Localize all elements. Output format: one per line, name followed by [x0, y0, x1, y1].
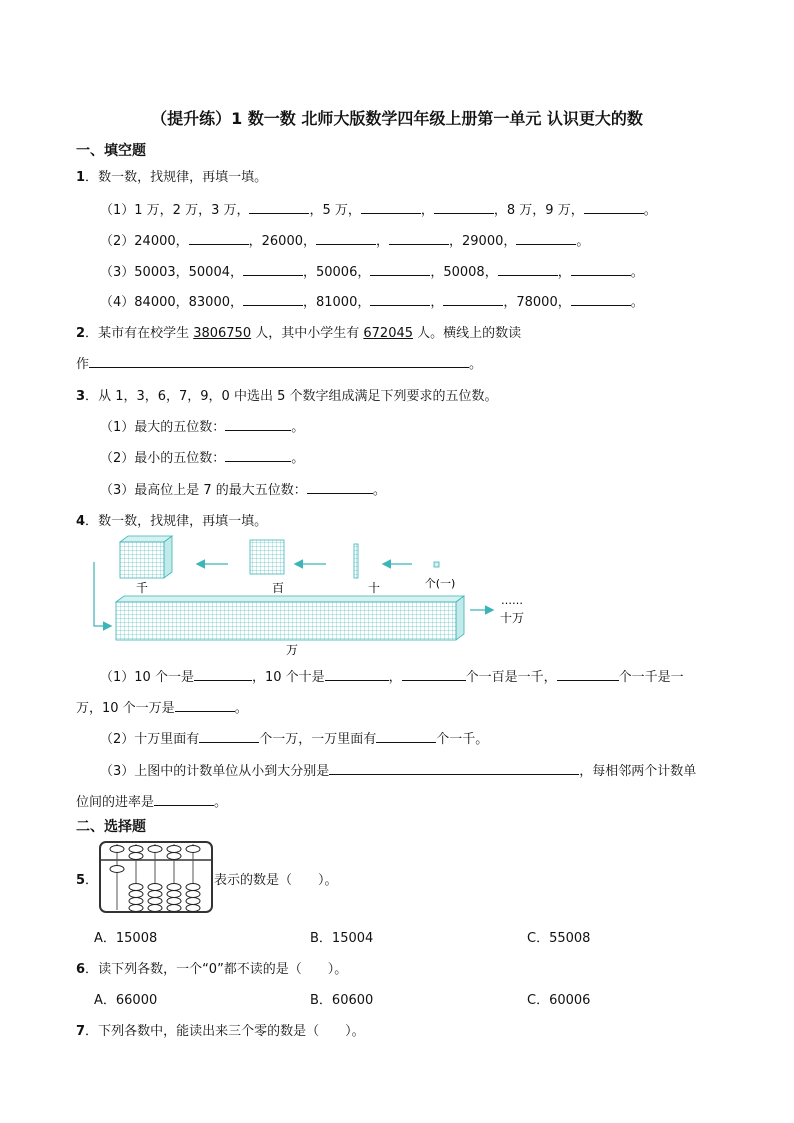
row-text: ，29000， — [449, 234, 517, 249]
question-number: 5 — [76, 873, 86, 888]
row-text: ，50008， — [430, 265, 498, 280]
sub-question-text: （2）最小的五位数： — [100, 451, 226, 466]
page-title: （提升练）1 数一数 北师大版数学四年级上册第一单元 认识更大的数 — [151, 109, 643, 128]
question-text: 读下列各数，一个“0”都不读的是（ ）。 — [98, 962, 348, 977]
section-heading-fill-blank: 一、填空题 — [76, 143, 146, 159]
question-1-row-2 — [100, 230, 589, 249]
sub-question-text: 个一百是一千， — [465, 670, 557, 685]
label-wan: 万 — [285, 643, 299, 657]
label-bai: 百 — [271, 581, 285, 595]
question-text: 从 1，3，6，7，9，0 中选出 5 个数字组成满足下列要求的五位数。 — [98, 389, 498, 404]
sub-question-text: 万，10 个一万是 — [76, 701, 175, 716]
ten-rod — [354, 544, 358, 578]
question-1-row-3 — [100, 261, 644, 280]
question-5-text: 表示的数是（ ）。 — [214, 873, 338, 888]
answer-blank[interactable] — [434, 201, 494, 214]
question-text: 数一数，找规律，再填一填。 — [98, 514, 268, 529]
question-5-option-b[interactable]: B．15004 — [310, 931, 374, 946]
label-qian: 千 — [135, 581, 149, 595]
underlined-number: 3806750 — [193, 326, 252, 341]
label-dots: …… — [501, 594, 523, 607]
question-text: 人。横线上的数读 — [413, 326, 522, 341]
sub-question-text: 。 — [291, 451, 305, 466]
question-4-sub-3-line-1 — [100, 760, 696, 779]
question-2-line-1 — [76, 322, 521, 341]
question-dot: ． — [85, 514, 99, 529]
question-1-row-4 — [100, 291, 644, 310]
row-text: ，81000， — [302, 295, 371, 310]
sub-question-text: ，10 个十是 — [251, 670, 325, 685]
sub-question-text: 位间的进率是 — [76, 795, 155, 810]
answer-blank[interactable] — [571, 263, 631, 276]
row-text: （3）50003，50004， — [100, 265, 243, 280]
row-text: ，78000， — [503, 295, 571, 310]
answer-blank[interactable] — [557, 668, 619, 681]
question-5-option-c[interactable]: C．55008 — [527, 931, 591, 946]
row-text: 。 — [643, 203, 657, 218]
question-4-sub-3-line-2 — [76, 791, 227, 810]
row-text: ，5 万， — [309, 203, 361, 218]
question-4-sub-1-line-1 — [100, 666, 684, 685]
row-text: ，26000， — [248, 234, 316, 249]
row-text: （2）24000， — [100, 234, 189, 249]
thousand-cube — [120, 536, 172, 578]
question-dot: ． — [85, 1024, 99, 1039]
sub-question-text: （3）上图中的计数单位从小到大分别是 — [100, 764, 330, 779]
question-dot: ． — [85, 170, 99, 185]
question-text: 下列各数中，能读出来三个零的数是（ ）。 — [98, 1024, 365, 1039]
question-4-sub-1-line-2 — [76, 697, 248, 716]
answer-blank[interactable] — [225, 418, 291, 431]
underlined-number: 672045 — [363, 326, 414, 341]
sub-question-text: ， — [388, 670, 402, 685]
answer-blank[interactable] — [370, 263, 430, 276]
row-text: ，8 万，9 万， — [493, 203, 584, 218]
row-text: 。 — [576, 234, 590, 249]
question-number: 6 — [76, 962, 86, 977]
section-heading-choice: 二、选择题 — [76, 819, 146, 835]
answer-blank[interactable] — [361, 201, 421, 214]
label-shi: 十 — [367, 581, 381, 595]
sub-question-text: ，每相邻两个计数单 — [579, 764, 697, 779]
question-number: 2 — [76, 326, 86, 341]
sub-question-text: 个一千。 — [436, 732, 489, 747]
answer-blank[interactable] — [316, 232, 376, 245]
answer-blank[interactable] — [225, 449, 291, 462]
answer-blank[interactable] — [516, 232, 576, 245]
sub-question-text: 。 — [214, 795, 228, 810]
answer-blank[interactable] — [389, 232, 449, 245]
abacus-figure — [99, 841, 213, 913]
question-text: 作 — [76, 357, 90, 372]
question-number: 1 — [76, 170, 86, 185]
answer-blank[interactable] — [243, 293, 303, 306]
question-4-sub-2 — [100, 728, 488, 747]
row-text: ， — [557, 265, 571, 280]
row-text: ， — [430, 295, 444, 310]
label-ge: 个(一) — [424, 577, 456, 590]
sub-question-text: 个一万，一万里面有 — [259, 732, 377, 747]
answer-blank[interactable] — [199, 730, 259, 743]
answer-blank[interactable] — [307, 481, 373, 494]
row-text: （4）84000，83000， — [100, 295, 243, 310]
answer-blank[interactable] — [89, 355, 469, 368]
answer-blank[interactable] — [154, 793, 214, 806]
label-shiwan: 十万 — [499, 611, 525, 625]
question-3-sub-2 — [100, 447, 304, 466]
question-number: 3 — [76, 389, 86, 404]
question-6-stem — [76, 958, 347, 977]
question-1-row-1 — [100, 199, 657, 218]
hundred-flat — [250, 540, 284, 574]
question-dot: ． — [85, 873, 99, 888]
row-text: ，50006， — [302, 265, 371, 280]
sub-question-text: 。 — [291, 420, 305, 435]
question-3-sub-3 — [100, 479, 386, 498]
answer-blank[interactable] — [189, 232, 249, 245]
sub-question-text: （3）最高位上是 7 的最大五位数： — [100, 483, 307, 498]
question-dot: ． — [85, 326, 99, 341]
answer-blank[interactable] — [584, 201, 644, 214]
question-6-option-a[interactable]: A．66000 — [94, 993, 158, 1008]
question-4-stem — [76, 510, 267, 529]
sub-question-text: （2）十万里面有 — [100, 732, 200, 747]
question-7-stem — [76, 1020, 365, 1039]
sub-question-text: （1）10 个一是 — [100, 670, 194, 685]
answer-blank[interactable] — [175, 699, 235, 712]
sub-question-text: 个一千是一 — [618, 670, 684, 685]
answer-blank[interactable] — [443, 293, 503, 306]
row-text: 。 — [630, 265, 644, 280]
row-text: 。 — [630, 295, 644, 310]
question-dot: ． — [85, 389, 99, 404]
answer-blank[interactable] — [498, 263, 558, 276]
answer-blank[interactable] — [402, 668, 466, 681]
answer-blank[interactable] — [571, 293, 631, 306]
question-text: 某市有在校学生 — [98, 326, 194, 341]
question-5-option-a[interactable]: A．15008 — [94, 931, 158, 946]
answer-blank[interactable] — [370, 293, 430, 306]
answer-blank[interactable] — [329, 762, 579, 775]
sub-question-text: 。 — [372, 483, 386, 498]
row-text: （1）1 万，2 万，3 万， — [100, 203, 250, 218]
row-text: ， — [420, 203, 434, 218]
question-dot: ． — [85, 962, 99, 977]
answer-blank[interactable] — [325, 668, 389, 681]
row-text: ， — [376, 234, 390, 249]
question-6-option-b[interactable]: B．60600 — [310, 993, 374, 1008]
sub-question-text: （1）最大的五位数： — [100, 420, 226, 435]
question-number: 4 — [76, 514, 86, 529]
question-text: 。 — [469, 357, 483, 372]
sub-question-text: 。 — [234, 701, 248, 716]
answer-blank[interactable] — [249, 201, 309, 214]
question-6-option-c[interactable]: C．60006 — [527, 993, 591, 1008]
question-number: 7 — [76, 1024, 86, 1039]
arrow-down-right — [94, 562, 110, 626]
counting-unit-figure — [80, 530, 540, 658]
question-5-number — [76, 869, 98, 888]
question-1-stem — [76, 166, 267, 185]
unit-cube — [434, 562, 439, 567]
question-3-sub-1 — [100, 416, 304, 435]
question-2-line-2 — [76, 353, 482, 372]
answer-blank[interactable] — [376, 730, 436, 743]
answer-blank[interactable] — [194, 668, 252, 681]
answer-blank[interactable] — [243, 263, 303, 276]
question-3-stem — [76, 385, 498, 404]
question-text: 数一数，找规律，再填一填。 — [98, 170, 268, 185]
question-text: 人，其中小学生有 — [251, 326, 364, 341]
ten-thousand-block — [116, 596, 464, 640]
